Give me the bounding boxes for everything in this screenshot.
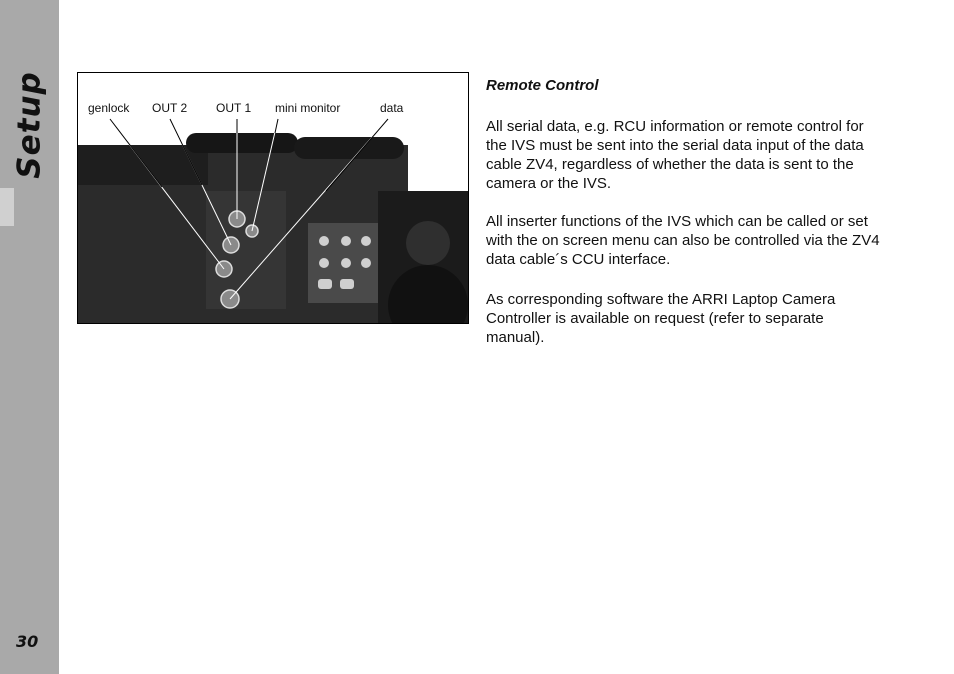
control-button [341,258,351,268]
connector-panel [206,191,286,309]
camera-top-left [78,145,208,185]
lens-ring [406,221,450,265]
sidebar-marker [0,188,14,226]
section-title: Setup [12,71,48,179]
camera-handle-right [294,137,404,159]
callout-out1: OUT 1 [216,101,252,115]
callout-data: data [380,101,404,115]
paragraph-inserter-functions: All inserter functions of the IVS which can be called or set with the on screen menu can also be controlled via the ZV4 data cable´s CCU interface. [486,213,880,268]
camera-photo [78,73,468,323]
control-button [341,236,351,246]
section-title-wrap [5,70,55,180]
control-button [319,236,329,246]
callout-genlock: genlock [88,101,130,115]
camera-connector-figure [77,72,469,324]
control-button [319,258,329,268]
page-number: 30 [16,632,39,651]
control-button [318,279,332,289]
callout-mini-monitor: mini monitor [275,101,341,115]
paragraph-software: As corresponding software the ARRI Laptop Camera Controller is available on request (refer to separate manual). [486,291,836,346]
callout-out2: OUT 2 [152,101,188,115]
paragraph-serial-data: All serial data, e.g. RCU information or remote control for the IVS must be sent into the serial data input of the data cable ZV4, regardless of whether the data is sent to the camera or the IVS. [486,118,864,192]
section-heading: Remote Control [486,77,599,94]
control-button [340,279,354,289]
camera-handle-left [186,133,298,153]
control-button [361,236,371,246]
control-button [361,258,371,268]
sidebar [0,0,59,674]
